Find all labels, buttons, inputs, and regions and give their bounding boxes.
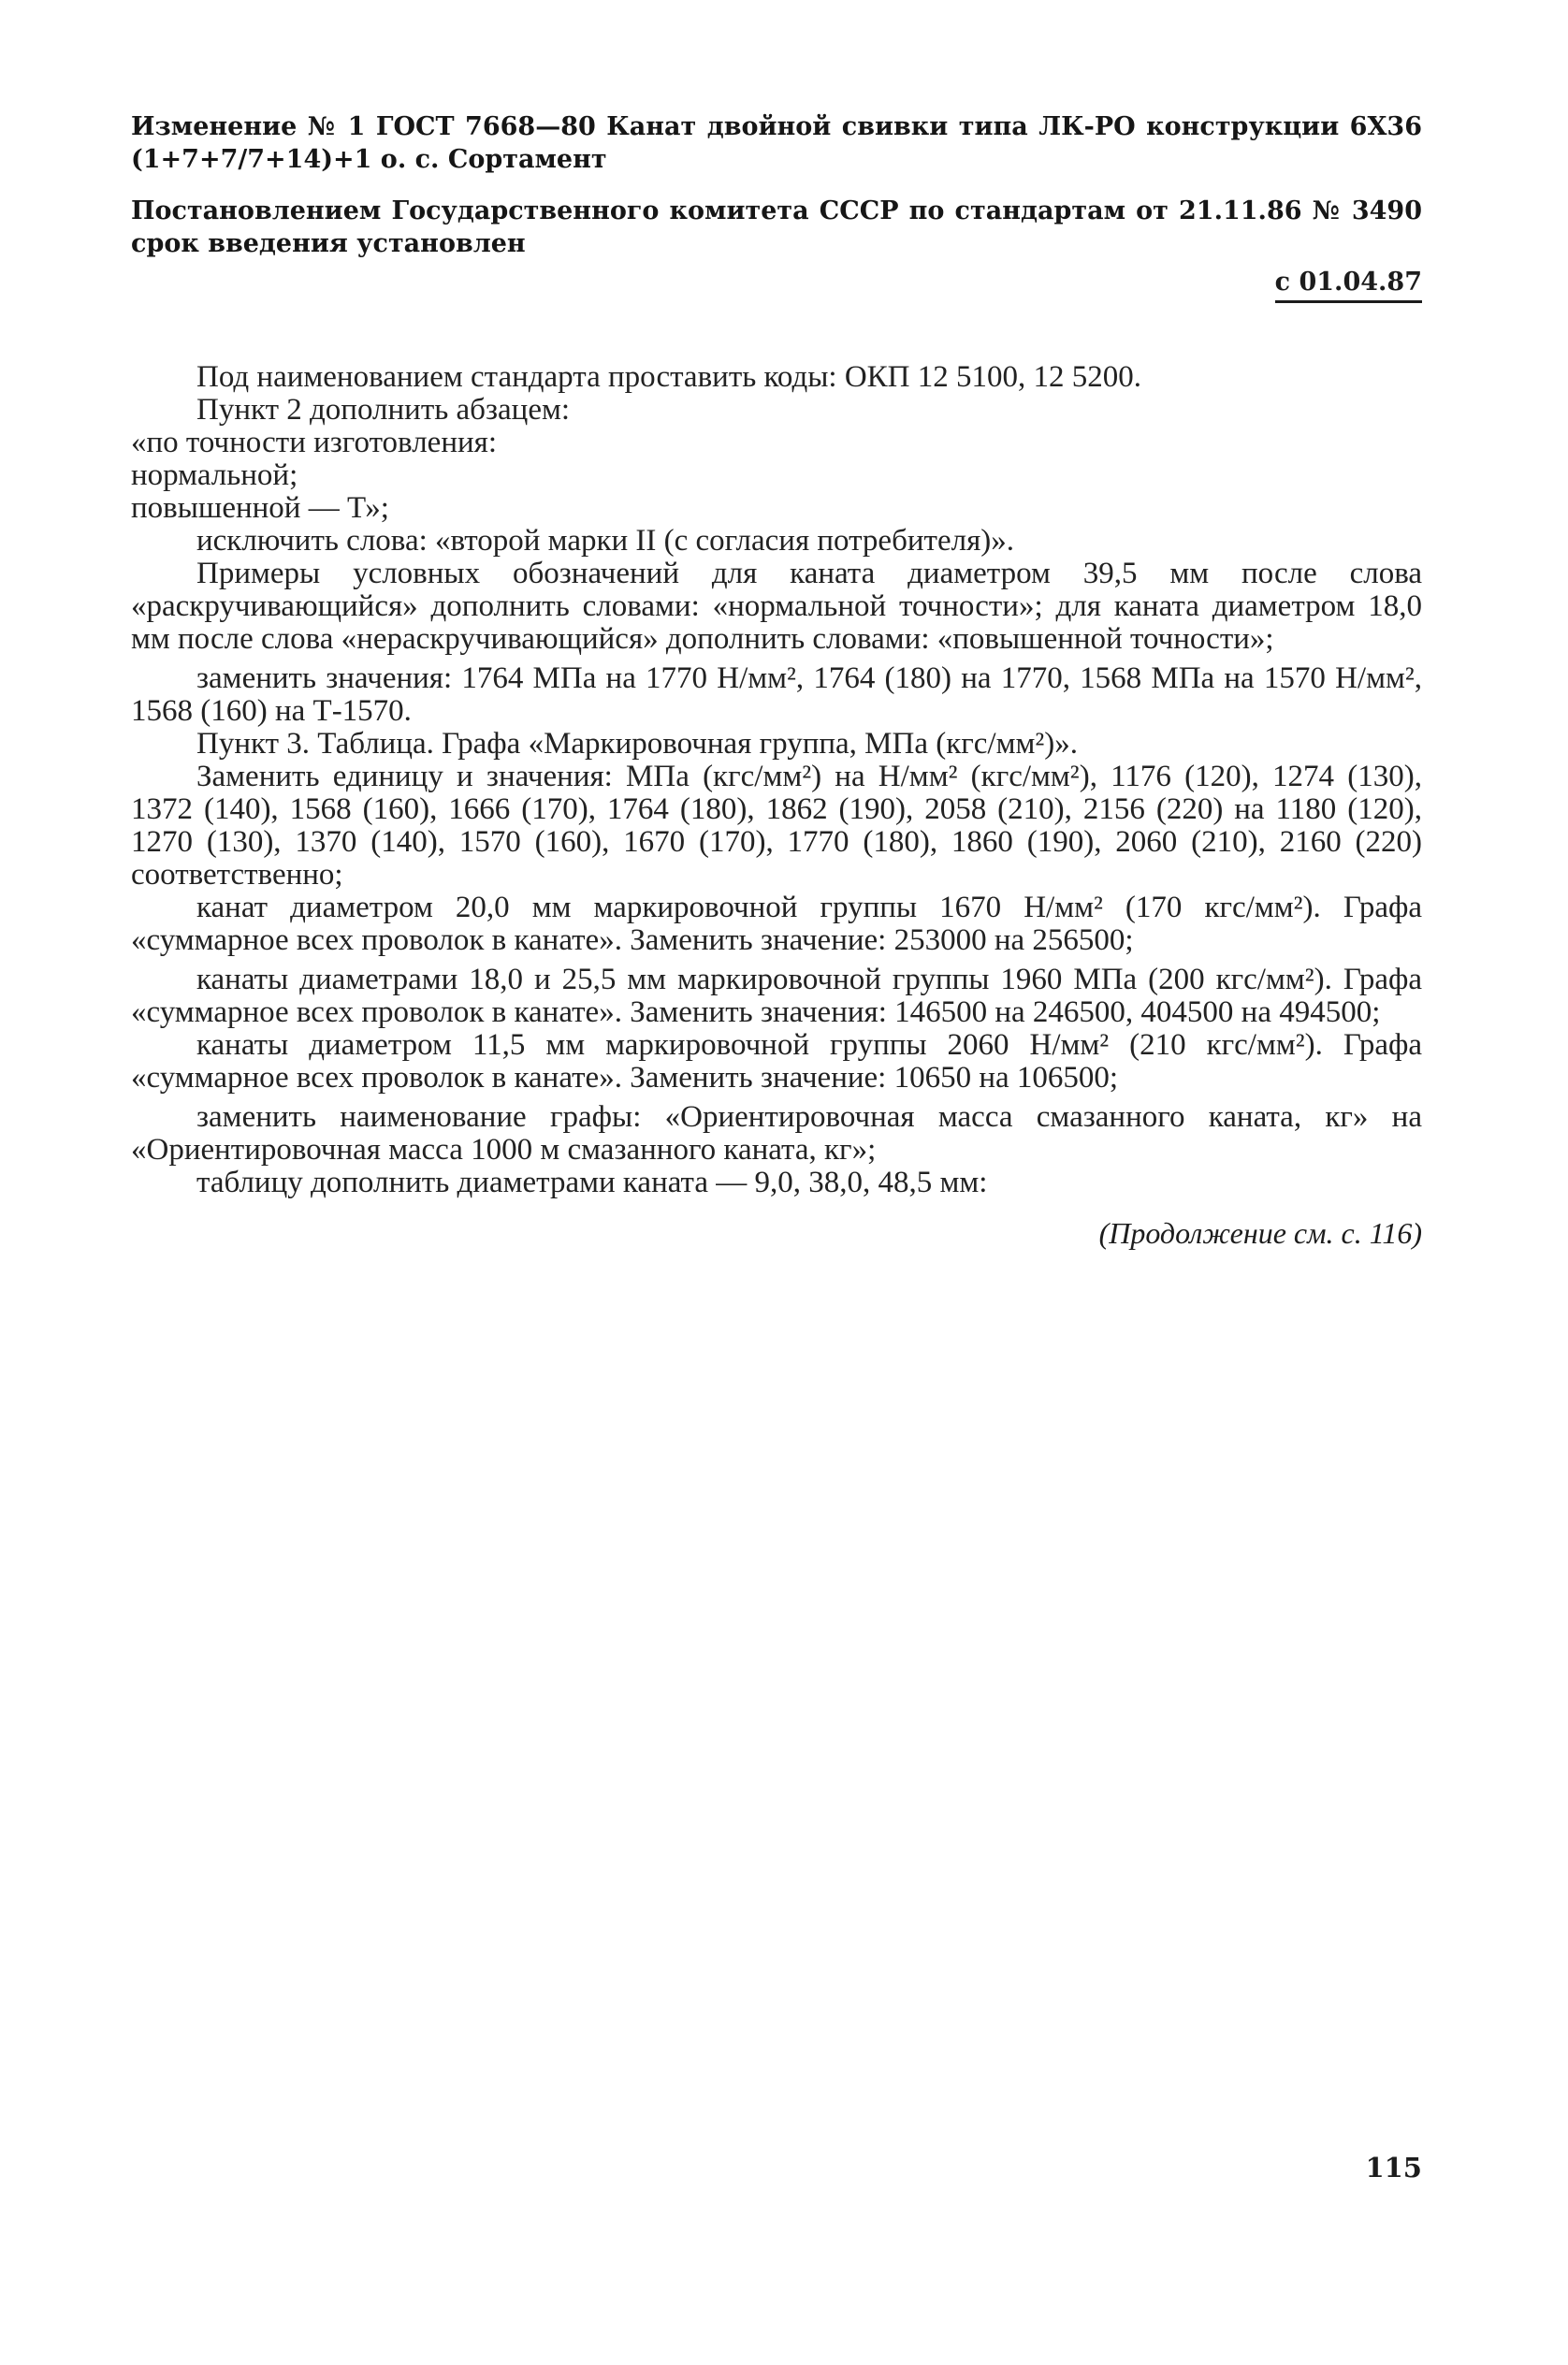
paragraph-accuracy-normal: нормальной;: [131, 458, 298, 492]
paragraph-item-3: Пункт 3. Таблица. Графа «Маркировочная группа, МПа (кгс/мм²)».: [196, 727, 1078, 761]
effective-date: с 01.04.87: [1275, 266, 1422, 303]
document-page: [131, 110, 1422, 1250]
document-header: [131, 110, 1422, 260]
paragraph-add-diameters: таблицу дополнить диаметрами каната — 9,0, 38,0, 48,5 мм:: [196, 1166, 988, 1199]
paragraph-examples: Примеры условных обозначений для каната диаметром 39,5 мм после слова «раскручивающийся» дополнить словами: «нормальной точности»; для каната диаметром 18,0 мм после слова «нераскручивающийся» дополнить словами: «повышенной точности»;: [131, 557, 1422, 656]
paragraph-rope-18-25: канаты диаметрами 18,0 и 25,5 мм маркировочной группы 1960 МПа (200 кгс/мм²). Графа «суммарное всех проволок в канате». Заменить значения: 146500 на 246500, 404500 на 494500;: [131, 963, 1422, 1029]
decree-statement: Постановлением Государственного комитета СССР по стандартам от 21.11.86 № 3490 срок введения установлен: [131, 196, 1422, 258]
paragraph-codes: Под наименованием стандарта проставить коды: ОКП 12 5100, 12 5200.: [196, 360, 1141, 394]
page-number: 115: [1365, 2152, 1422, 2184]
amendment-title: Изменение № 1 ГОСТ 7668—80 Канат двойной свивки типа ЛК-РО конструкции 6Х36 (1+7+7/7+14)+1 о. с. Сортамент: [131, 112, 1422, 174]
paragraph-exclude-words: исключить слова: «второй марки II (с согласия потребителя)».: [196, 524, 1014, 558]
paragraph-item-2: Пункт 2 дополнить абзацем:: [196, 393, 571, 427]
effective-date-line: [131, 266, 1422, 303]
paragraph-rope-11: канаты диаметром 11,5 мм маркировочной группы 2060 Н/мм² (210 кгс/мм²). Графа «суммарное всех проволок в канате». Заменить значение: 10650 на 106500;: [131, 1028, 1422, 1095]
paragraph-replace-units: Заменить единицу и значения: МПа (кгс/мм²) на Н/мм² (кгс/мм²), 1176 (120), 1274 (130), 1372 (140), 1568 (160), 1666 (170), 1764 (180), 1862 (190), 2058 (210), 2156 (220) на 1180 (120), 1270 (130), 1370 (140), 1570 (160), 1670 (170), 1770 (180), 1860 (190), 2060 (210), 2160 (220) соответственно;: [131, 760, 1422, 892]
continuation-note: (Продолжение см. с. 116): [1098, 1216, 1422, 1250]
amendment-body: [131, 361, 1422, 1199]
paragraph-accuracy-intro: «по точности изготовления:: [131, 426, 497, 459]
paragraph-rope-20: канат диаметром 20,0 мм маркировочной группы 1670 Н/мм² (170 кгс/мм²). Графа «суммарное всех проволок в канате». Заменить значение: 253000 на 256500;: [131, 891, 1422, 957]
paragraph-replace-values: заменить значения: 1764 МПа на 1770 Н/мм², 1764 (180) на 1770, 1568 МПа на 1570 Н/мм², 1568 (160) на Т-1570.: [131, 661, 1422, 728]
paragraph-accuracy-high: повышенной — Т»;: [131, 491, 389, 525]
paragraph-rename-column: заменить наименование графы: «Ориентировочная масса смазанного каната, кг» на «Ориентировочная масса 1000 м смазанного каната, кг»;: [131, 1100, 1422, 1167]
